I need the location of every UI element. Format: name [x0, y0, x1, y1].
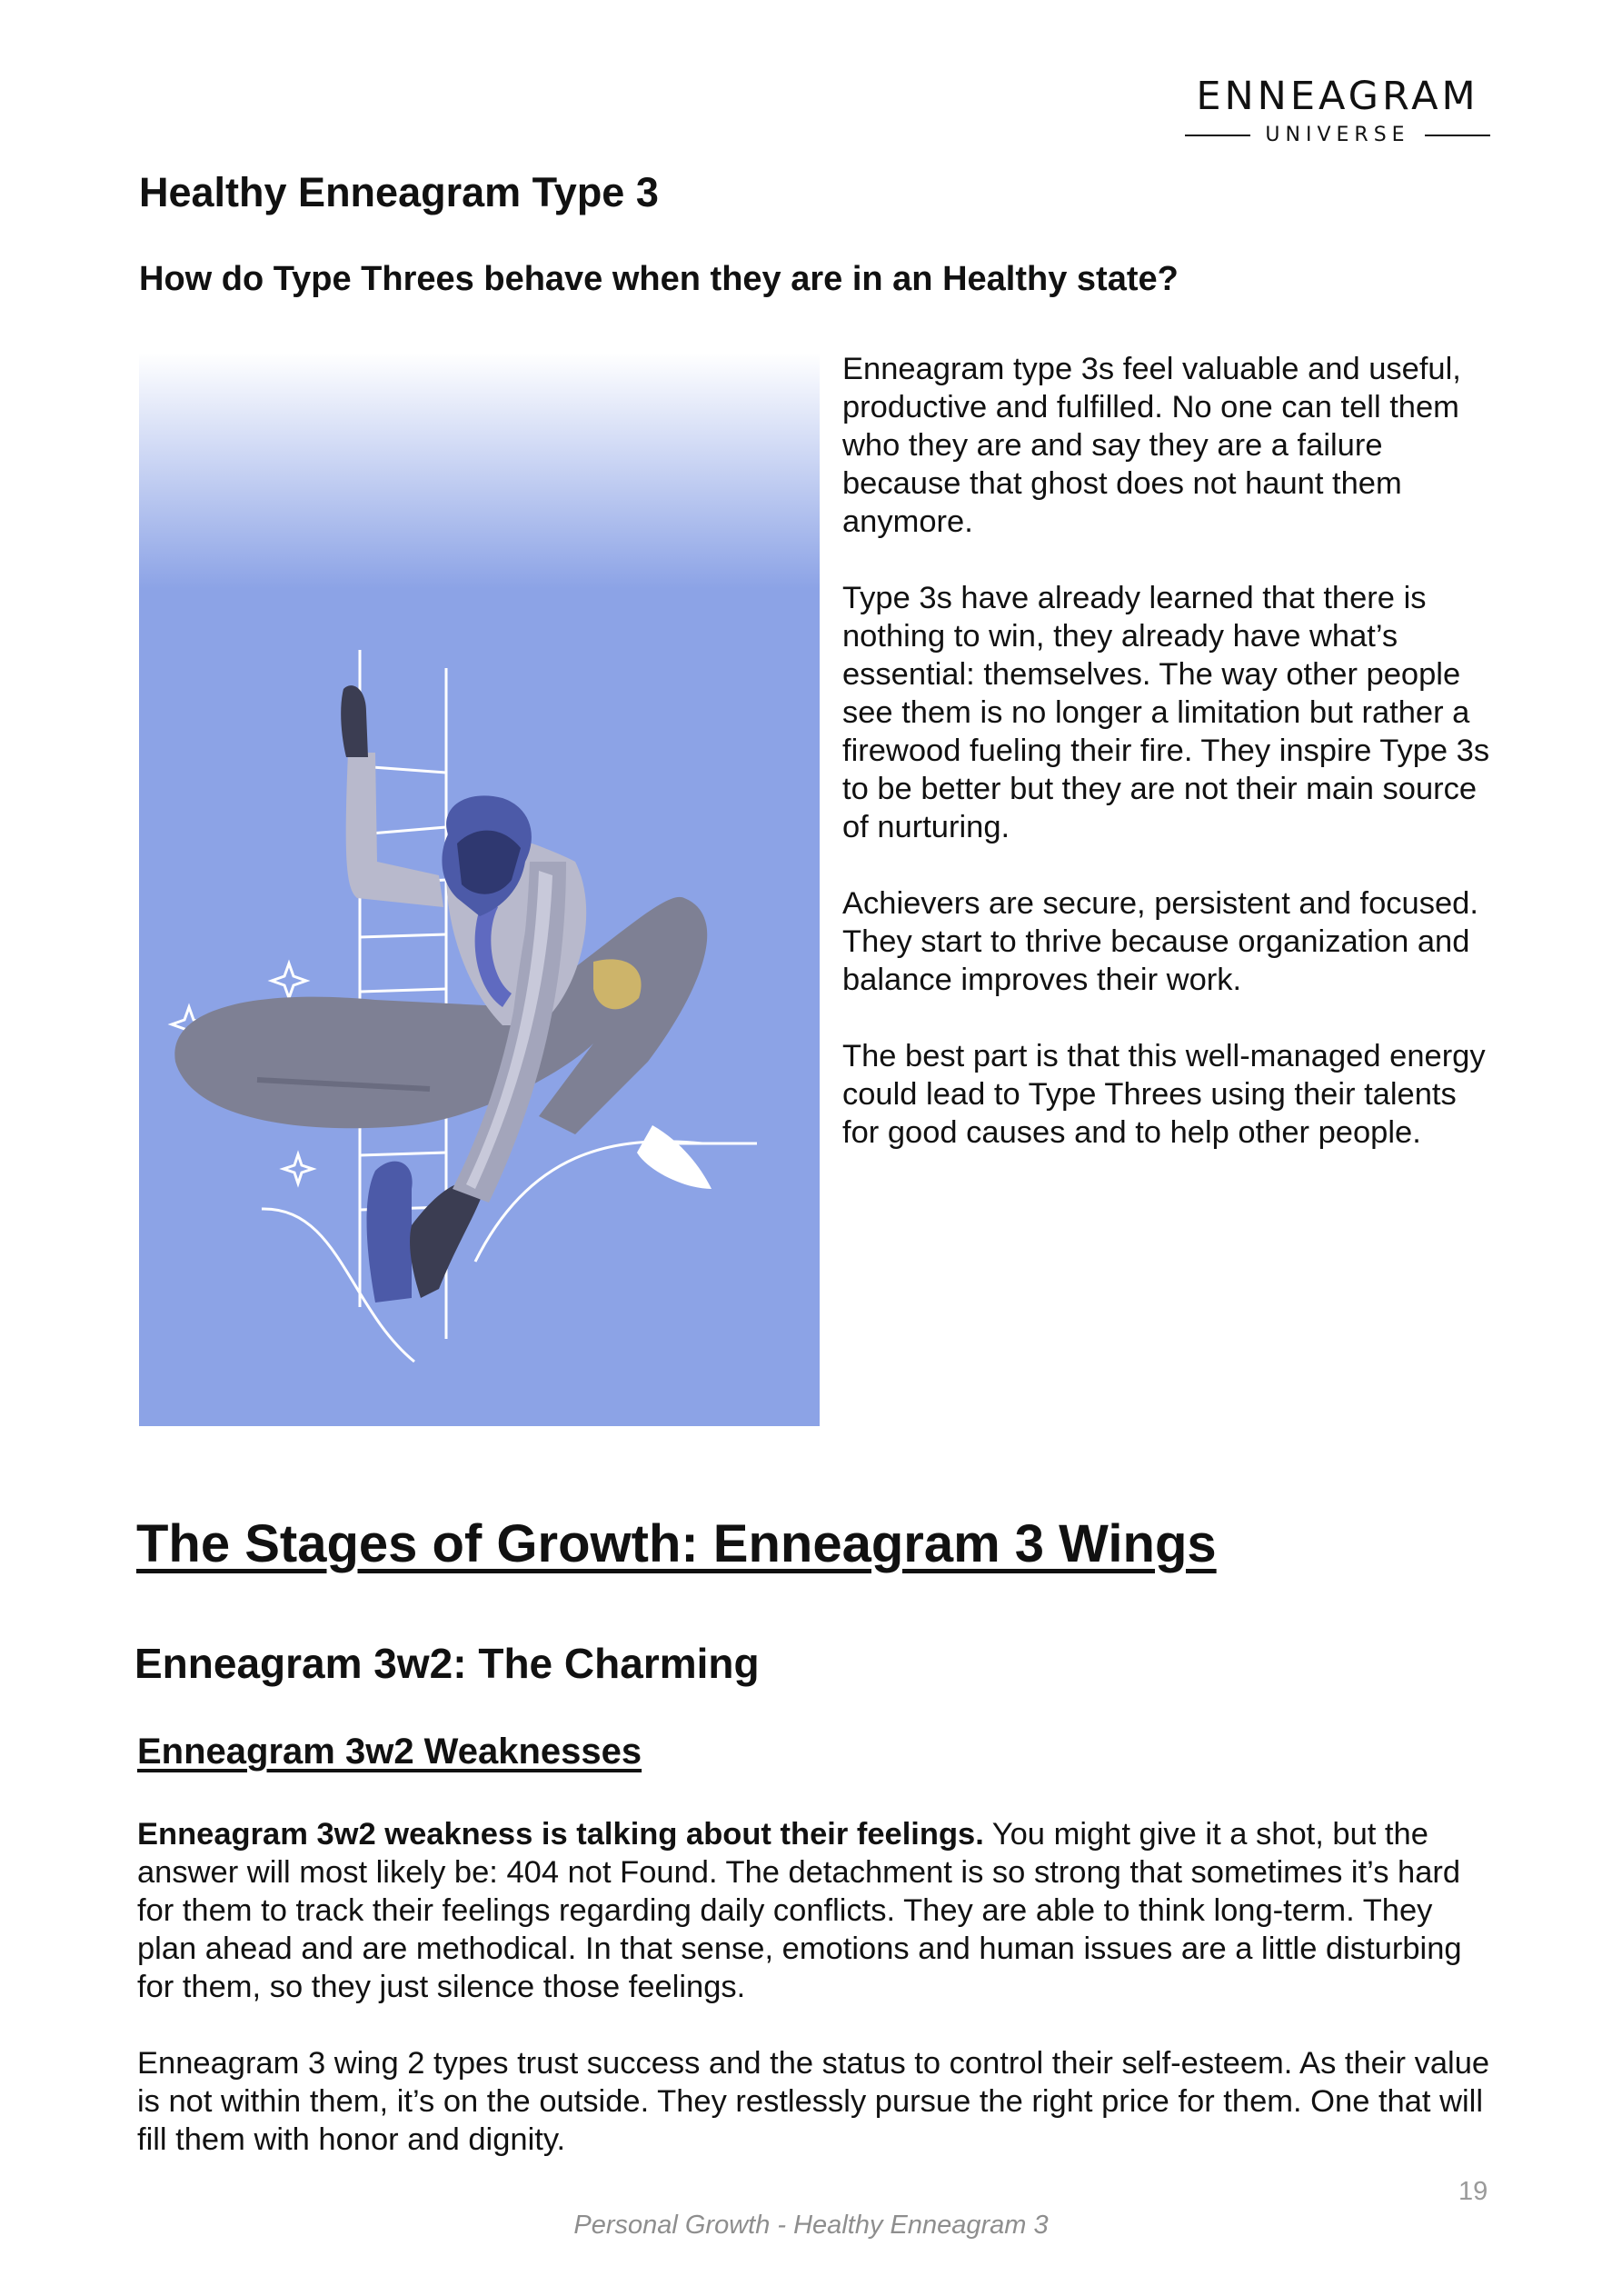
weakness-lead: Enneagram 3w2 weakness is talking about their feelings. — [137, 1817, 984, 1852]
paragraph: The best part is that this well-managed energy could lead to Type Threes using their talents for good causes and to help other people. — [842, 1039, 1486, 1150]
paragraph: Achievers are secure, persistent and focused. They start to thrive because organization and balance improves their work. — [842, 886, 1478, 997]
page-number: 19 — [1458, 2177, 1488, 2206]
page-heading: Healthy Enneagram Type 3 — [139, 169, 659, 215]
paragraph: Enneagram type 3s feel valuable and useful, productive and fulfilled. No one can tell them who they are and say they are a failure because that ghost does not haunt them anymore. — [842, 352, 1461, 539]
weakness-paragraph-1 — [137, 1815, 1500, 2006]
weakness-rest: You might give it a shot, but the answer will most likely be: 404 not Found. The detachment is so strong that sometimes it’s hard for them to track their feelings regarding daily conflicts. They are able to think long-term. They plan ahead and are methodical. In that sense, emotions and human issues are a little disturbing for them, so they just silence those feelings. — [137, 1817, 1462, 2004]
page-subheading: How do Type Threes behave when they are in an Healthy state? — [139, 260, 1179, 298]
weakness-paragraph-2: Enneagram 3 wing 2 types trust success and the status to control their self-esteem. As their value is not within them, it’s on the outside. They restlessly pursue the right price for them. One that will fill them with honor and dignity. — [137, 2046, 1490, 2157]
logo-rule-right — [1425, 135, 1490, 136]
wing-title: Enneagram 3w2: The Charming — [134, 1640, 760, 1687]
section-title: The Stages of Growth: Enneagram 3 Wings — [136, 1514, 1217, 1573]
brand-logo — [1174, 75, 1501, 146]
weakness-body — [137, 1815, 1500, 2197]
paragraph: Type 3s have already learned that there is nothing to win, they already have what’s essential: themselves. The way other people see them is no longer a limitation but rather a firewood fueling their fire. They inspire Type 3s to be better but they are not their main source of nurturing. — [842, 581, 1490, 844]
climbing-person-illustration — [139, 353, 820, 1426]
page-footer: Personal Growth - Healthy Enneagram 3 — [573, 2211, 1049, 2240]
logo-wordmark: ENNEAGRAM — [1196, 74, 1479, 119]
logo-subtitle: UNIVERSE — [1265, 124, 1410, 146]
logo-rule-left — [1185, 135, 1250, 136]
weakness-title: Enneagram 3w2 Weaknesses — [137, 1732, 642, 1772]
healthy-description — [842, 350, 1497, 1190]
